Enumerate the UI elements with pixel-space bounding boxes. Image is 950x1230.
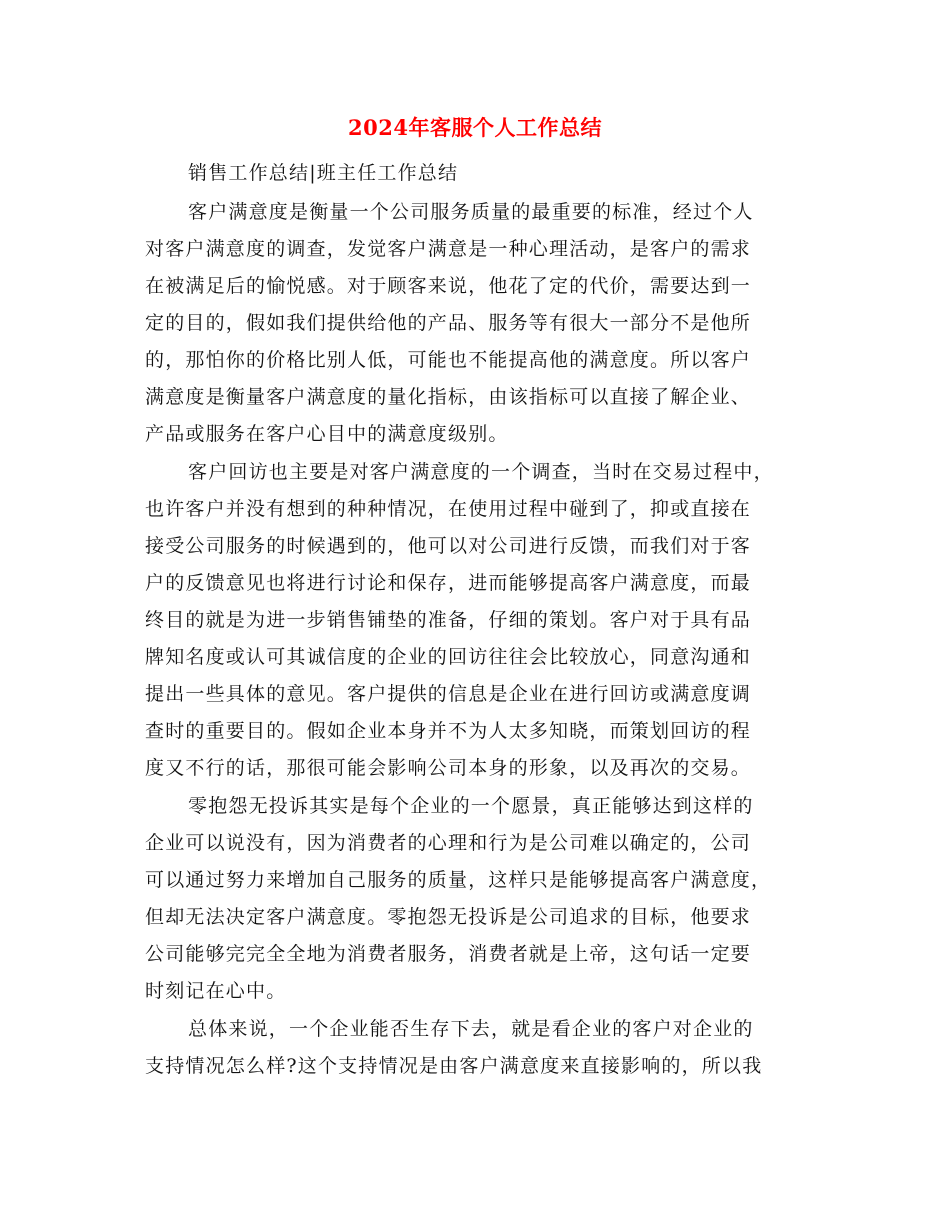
paragraph-line: 度又不行的话，那很可能会影响公司本身的形象，以及再次的交易。	[145, 757, 752, 779]
paragraph-line: 总体来说，一个企业能否生存下去，就是看企业的客户对企业的	[188, 1018, 754, 1040]
paragraph-line: 客户回访也主要是对客户满意度的一个调查，当时在交易过程中，	[188, 461, 774, 483]
paragraph-line: 提出一些具体的意见。客户提供的信息是企业在进行回访或满意度调	[145, 683, 752, 705]
paragraph-line: 零抱怨无投诉其实是每个企业的一个愿景，真正能够达到这样的	[188, 795, 754, 817]
page-title: 2024年客服个人工作总结	[348, 115, 602, 140]
paragraph-line: 户的反馈意见也将进行讨论和保存，进而能够提高客户满意度，而最	[145, 572, 752, 594]
paragraph-line: 查时的重要目的。假如企业本身并不为人太多知晓，而策划回访的程	[145, 720, 752, 742]
paragraph-line: 产品或服务在客户心目中的满意度级别。	[145, 423, 509, 445]
paragraph-line: 的，那怕你的价格比别人低，可能也不能提高他的满意度。所以客户	[145, 349, 752, 371]
paragraph-line: 支持情况怎么样?这个支持情况是由客户满意度来直接影响的，所以我	[145, 1055, 763, 1077]
paragraph-line: 满意度是衡量客户满意度的量化指标，由该指标可以直接了解企业、	[145, 386, 752, 408]
paragraph-line: 定的目的，假如我们提供给他的产品、服务等有很大一部分不是他所	[145, 312, 752, 334]
paragraph-line: 公司能够完完全全地为消费者服务，消费者就是上帝，这句话一定要	[145, 943, 752, 965]
paragraph-line: 企业可以说没有，因为消费者的心理和行为是公司难以确定的，公司	[145, 832, 752, 854]
paragraph-line: 在被满足后的愉悦感。对于顾客来说，他花了定的代价，需要达到一	[145, 275, 752, 297]
paragraph-line: 也许客户并没有想到的种种情况，在使用过程中碰到了，抑或直接在	[145, 498, 752, 520]
paragraph-line: 牌知名度或认可其诚信度的企业的回访往往会比较放心，同意沟通和	[145, 646, 752, 668]
paragraph-line: 时刻记在心中。	[145, 980, 287, 1002]
paragraph-line: 但却无法决定客户满意度。零抱怨无投诉是公司追求的目标，他要求	[145, 906, 752, 928]
paragraph-line: 对客户满意度的调查，发觉客户满意是一种心理活动，是客户的需求	[145, 238, 752, 260]
paragraph-line: 终目的就是为进一步销售铺垫的准备，仔细的策划。客户对于具有品	[145, 609, 752, 631]
paragraph-line: 接受公司服务的时候遇到的，他可以对公司进行反馈，而我们对于客	[145, 535, 752, 557]
subtitle-line: 销售工作总结|班主任工作总结	[188, 162, 459, 184]
paragraph-line: 可以通过努力来增加自己服务的质量，这样只是能够提高客户满意度，	[145, 869, 772, 891]
paragraph-line: 客户满意度是衡量一个公司服务质量的最重要的标准，经过个人	[188, 201, 754, 223]
